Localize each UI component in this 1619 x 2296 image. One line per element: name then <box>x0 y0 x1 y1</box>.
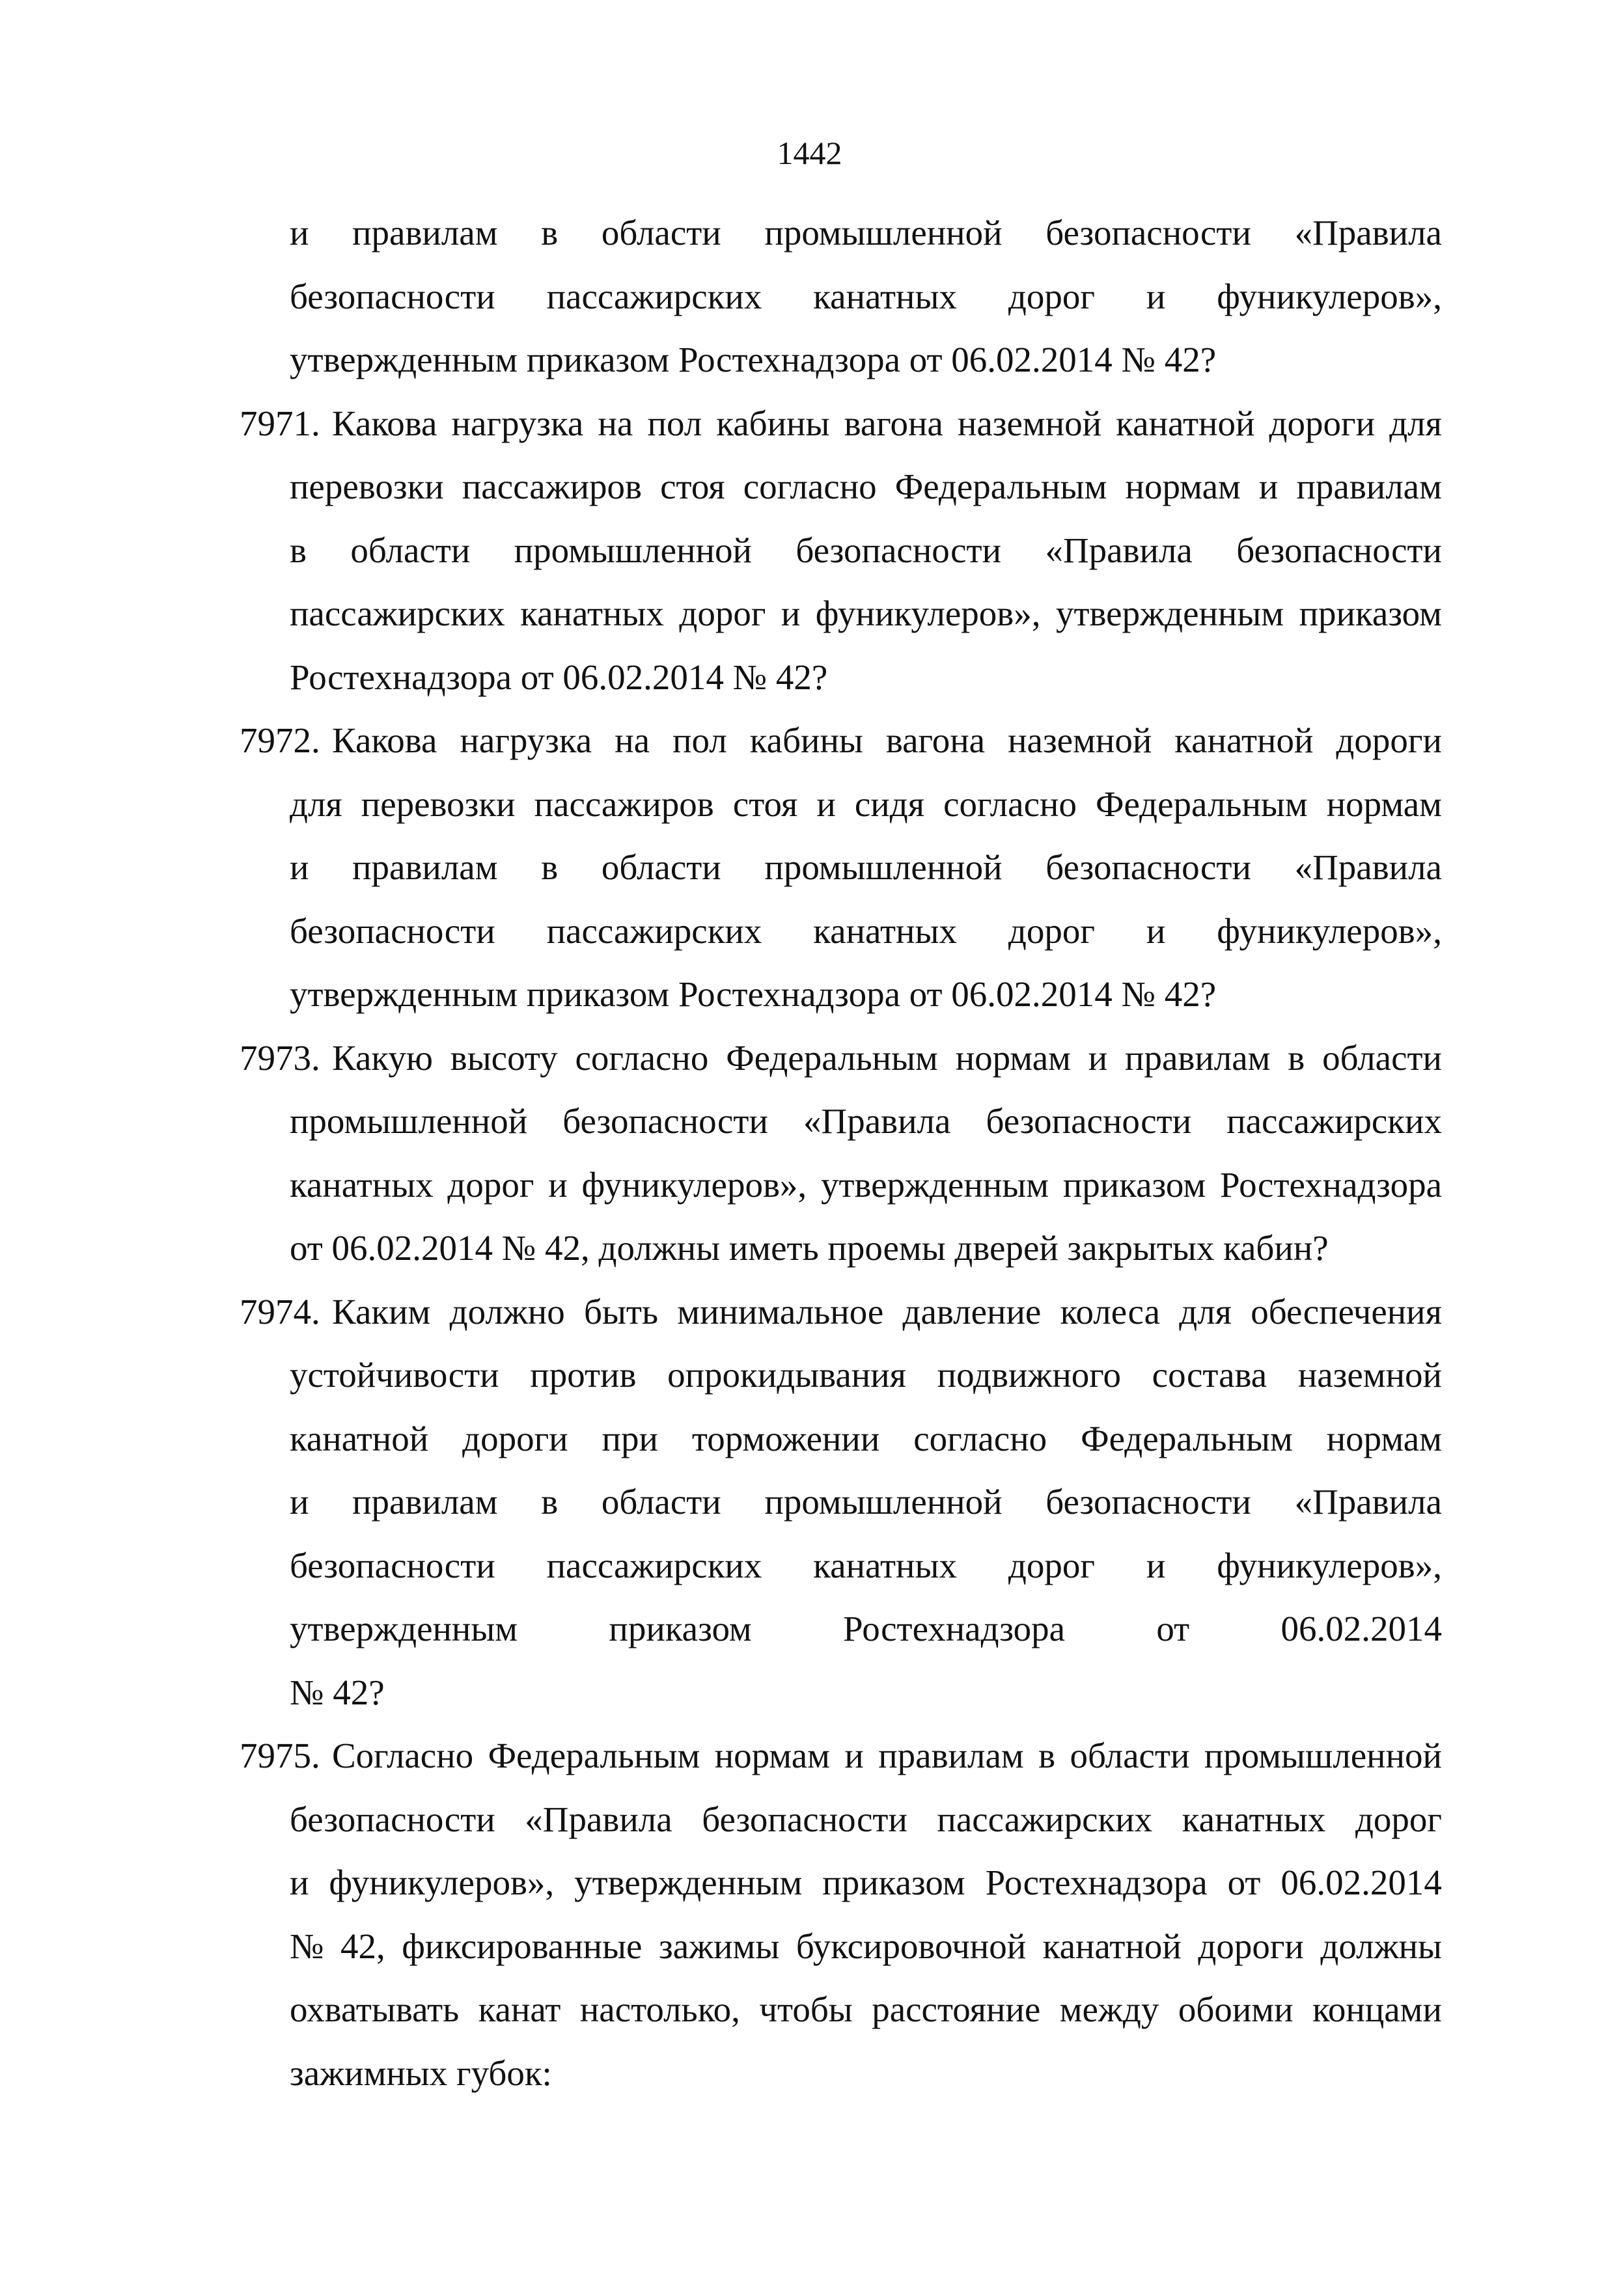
word: чтобы <box>759 1989 853 2029</box>
word: безопасности <box>290 911 495 951</box>
page-number: 1442 <box>777 135 842 171</box>
question-line <box>290 210 1442 256</box>
word: обеспечения <box>1251 1292 1442 1332</box>
word: Ростехнадзора <box>1219 1165 1442 1205</box>
word: безопасности <box>290 1546 495 1585</box>
word: дорог <box>1355 1799 1442 1839</box>
question-number: 7975. <box>240 1736 320 1775</box>
word: в <box>541 1482 559 1522</box>
word: согласно <box>913 1419 1047 1458</box>
word: правилам <box>352 213 498 253</box>
word: нормам <box>1125 467 1241 506</box>
word: фуникулеров», <box>581 1165 807 1205</box>
word: фуникулеров», <box>1217 911 1442 951</box>
question-first-line <box>332 1035 1442 1081</box>
word: сидя <box>854 784 924 824</box>
word: «Правила <box>1294 213 1442 253</box>
word: канатных <box>813 1546 957 1585</box>
word: пассажирских <box>937 1799 1153 1839</box>
question-first-line <box>332 718 1442 763</box>
word: наземной <box>957 403 1102 443</box>
word: нормам <box>1326 1419 1442 1458</box>
word: утвержденным <box>574 1863 803 1902</box>
word: Ростехнадзора <box>985 1863 1208 1902</box>
word: 06.02.2014 <box>1280 1863 1442 1902</box>
word: дорог <box>1008 911 1095 951</box>
word: высоту <box>450 1038 558 1078</box>
word: торможении <box>691 1419 880 1458</box>
word: приказом <box>822 1863 965 1902</box>
word: «Правила <box>525 1799 672 1839</box>
word: охватывать <box>290 1989 460 2029</box>
word: и <box>290 213 309 253</box>
word: фуникулеров», <box>1217 1546 1442 1585</box>
word: дорог <box>1008 1546 1095 1585</box>
word: области <box>1070 1736 1190 1775</box>
word: Какую <box>332 1038 433 1078</box>
word: канатных <box>1182 1799 1326 1839</box>
question-line <box>290 1162 1442 1208</box>
word: согласно <box>943 784 1077 824</box>
word: стоя <box>732 784 798 824</box>
word: обоими <box>1178 1989 1294 2029</box>
word: правилам <box>352 1482 498 1522</box>
word: канатных <box>813 911 957 951</box>
word: правилам <box>878 1736 1024 1775</box>
word: безопасности <box>562 1101 768 1141</box>
question-line <box>290 1479 1442 1525</box>
question-last-line: от 06.02.2014 № 42, должны иметь проемы дверей закрытых кабин? <box>290 1228 1329 1268</box>
word: 42, <box>340 1926 385 1966</box>
word: канатных <box>520 594 664 633</box>
question-first-line <box>332 1289 1442 1335</box>
word: пассажиров <box>462 467 643 506</box>
word: «Правила <box>1294 1482 1442 1522</box>
word: пассажирских <box>546 277 762 316</box>
word: пассажирских <box>546 1546 762 1585</box>
word: безопасности <box>702 1799 907 1839</box>
word: для <box>1389 403 1442 443</box>
word: наземной <box>1008 720 1152 760</box>
word: пассажирских <box>290 594 505 633</box>
word: канатной <box>1116 403 1255 443</box>
word: и <box>1088 1038 1108 1078</box>
word: дороги <box>462 1419 568 1458</box>
word: фуникулеров», <box>815 594 1041 633</box>
word: в <box>1288 1038 1305 1078</box>
word: перевозки <box>361 784 516 824</box>
question-line <box>290 1099 1442 1144</box>
word: пассажиров <box>534 784 714 824</box>
word: пол <box>647 403 702 443</box>
word: фуникулеров», <box>329 1863 555 1902</box>
word: «Правила <box>1294 847 1442 887</box>
question-line <box>290 1543 1442 1589</box>
word: против <box>530 1355 637 1395</box>
word: в <box>1038 1736 1056 1775</box>
word: вагона <box>885 720 986 760</box>
word: и <box>781 594 801 633</box>
word: области <box>601 847 721 887</box>
word: фиксированные <box>402 1926 643 1966</box>
word: настолько, <box>579 1989 740 2029</box>
word: 06.02.2014 <box>1280 1609 1442 1648</box>
word: правилам <box>1296 467 1442 506</box>
word: согласно <box>743 467 877 506</box>
word: нагрузка <box>460 720 592 760</box>
word: кабины <box>716 403 830 443</box>
word: и <box>290 847 309 887</box>
word: от <box>1156 1609 1190 1648</box>
word: Федеральным <box>894 467 1107 506</box>
question-line <box>290 528 1442 573</box>
word: должно <box>449 1292 565 1332</box>
word: приказом <box>1299 594 1442 633</box>
word: нормам <box>1326 784 1442 824</box>
question-line <box>290 1416 1442 1462</box>
word: дорог <box>1008 277 1095 316</box>
word: промышленной <box>764 213 1003 253</box>
question-number: 7974. <box>240 1292 320 1332</box>
word: минимальное <box>677 1292 884 1332</box>
word: и <box>1258 467 1279 506</box>
word: от <box>1227 1863 1261 1902</box>
word: на <box>615 720 650 760</box>
question-last-line: утвержденным приказом Ростехнадзора от 06.02.2014 № 42? <box>290 340 1217 379</box>
word: и <box>1146 911 1166 951</box>
word: промышленной <box>764 847 1003 887</box>
word: безопасности <box>1045 1482 1251 1522</box>
word: области <box>350 530 471 570</box>
word: фуникулеров», <box>1217 277 1442 316</box>
question-line <box>290 464 1442 510</box>
word: дороги <box>1336 720 1442 760</box>
word: промышленной <box>764 1482 1003 1522</box>
word: утвержденным <box>290 1609 518 1648</box>
question-number: 7973. <box>240 1038 320 1078</box>
word: расстояние <box>872 1989 1041 2029</box>
word: перевозки <box>290 467 444 506</box>
word: опрокидывания <box>667 1355 906 1395</box>
word: безопасности <box>796 530 1001 570</box>
word: наземной <box>1297 1355 1442 1395</box>
word: нормам <box>714 1736 830 1775</box>
word: и <box>290 1863 309 1902</box>
word: дорог <box>679 594 766 633</box>
word: вагона <box>844 403 943 443</box>
word: буксировочной <box>796 1926 1027 1966</box>
word: в <box>541 847 559 887</box>
question-number: 7971. <box>240 403 320 443</box>
word: промышленной <box>514 530 752 570</box>
question-line <box>290 1860 1442 1906</box>
word: Какова <box>332 403 437 443</box>
word: канатных <box>813 277 957 316</box>
word: правилам <box>1125 1038 1271 1078</box>
word: и <box>548 1165 568 1205</box>
word: области <box>1322 1038 1442 1078</box>
word: Федеральным <box>726 1038 938 1078</box>
question-line <box>290 845 1442 890</box>
question-line <box>290 1987 1442 2032</box>
word: в <box>290 530 307 570</box>
word: безопасности <box>1236 530 1442 570</box>
word: канатной <box>290 1419 429 1458</box>
word: Каким <box>332 1292 431 1332</box>
word: области <box>601 1482 721 1522</box>
word: утвержденным <box>820 1165 1049 1205</box>
word: промышленной <box>1204 1736 1442 1775</box>
word: и <box>844 1736 864 1775</box>
word: приказом <box>1062 1165 1206 1205</box>
word: безопасности <box>1045 213 1251 253</box>
word: «Правила <box>1045 530 1193 570</box>
word: нагрузка <box>451 403 584 443</box>
question-first-line <box>332 1733 1442 1779</box>
word: кабины <box>749 720 863 760</box>
question-number: 7972. <box>240 720 320 760</box>
word: зажимы <box>658 1926 780 1966</box>
question-first-line <box>332 401 1442 446</box>
word: должны <box>1320 1926 1442 1966</box>
question-line <box>290 1797 1442 1842</box>
word: дорог <box>447 1165 534 1205</box>
word: между <box>1059 1989 1159 2029</box>
word: утвержденным <box>1056 594 1284 633</box>
word: устойчивости <box>290 1355 499 1395</box>
word: пассажирских <box>1226 1101 1442 1141</box>
word: пассажирских <box>546 911 762 951</box>
question-last-line: утвержденным приказом Ростехнадзора от 06.02.2014 № 42? <box>290 974 1217 1014</box>
word: области <box>601 213 721 253</box>
word: безопасности <box>1045 847 1251 887</box>
word: для <box>290 784 342 824</box>
word: безопасности <box>986 1101 1192 1141</box>
word: пол <box>672 720 727 760</box>
word: концами <box>1312 1989 1442 2029</box>
question-last-line: зажимных губок: <box>290 2053 552 2093</box>
word: дороги <box>1198 1926 1304 1966</box>
word: канатной <box>1042 1926 1182 1966</box>
word: правилам <box>352 847 498 887</box>
word: промышленной <box>290 1101 528 1141</box>
word: безопасности <box>290 1799 495 1839</box>
word: Федеральным <box>1081 1419 1293 1458</box>
word: состава <box>1152 1355 1267 1395</box>
word: и <box>816 784 836 824</box>
word: канат <box>478 1989 561 2029</box>
word: безопасности <box>290 277 495 316</box>
word: канатной <box>1174 720 1314 760</box>
word: приказом <box>609 1609 752 1648</box>
word: Федеральным <box>1096 784 1308 824</box>
question-line <box>290 909 1442 954</box>
word: при <box>602 1419 658 1458</box>
word: в <box>541 213 559 253</box>
question-last-line: Ростехнадзора от 06.02.2014 № 42? <box>290 657 828 697</box>
word: Согласно <box>332 1736 474 1775</box>
word: на <box>598 403 633 443</box>
word: и <box>1146 1546 1166 1585</box>
word: и <box>1146 277 1166 316</box>
word: нормам <box>955 1038 1071 1078</box>
word: колеса <box>1060 1292 1160 1332</box>
question-line <box>290 274 1442 320</box>
word: № <box>290 1926 324 1966</box>
word: Федеральным <box>488 1736 700 1775</box>
word: и <box>290 1482 309 1522</box>
question-line <box>290 1352 1442 1398</box>
word: «Правила <box>803 1101 951 1141</box>
question-line <box>290 1924 1442 1969</box>
question-last-line: № 42? <box>290 1673 385 1712</box>
question-line <box>290 782 1442 827</box>
word: давление <box>902 1292 1042 1332</box>
word: согласно <box>575 1038 709 1078</box>
word: подвижного <box>937 1355 1121 1395</box>
word: Ростехнадзора <box>843 1609 1066 1648</box>
word: канатных <box>290 1165 434 1205</box>
question-line <box>290 1606 1442 1652</box>
question-line <box>290 591 1442 636</box>
word: Какова <box>332 720 437 760</box>
word: для <box>1179 1292 1232 1332</box>
word: быть <box>583 1292 659 1332</box>
word: дороги <box>1269 403 1376 443</box>
word: стоя <box>660 467 725 506</box>
